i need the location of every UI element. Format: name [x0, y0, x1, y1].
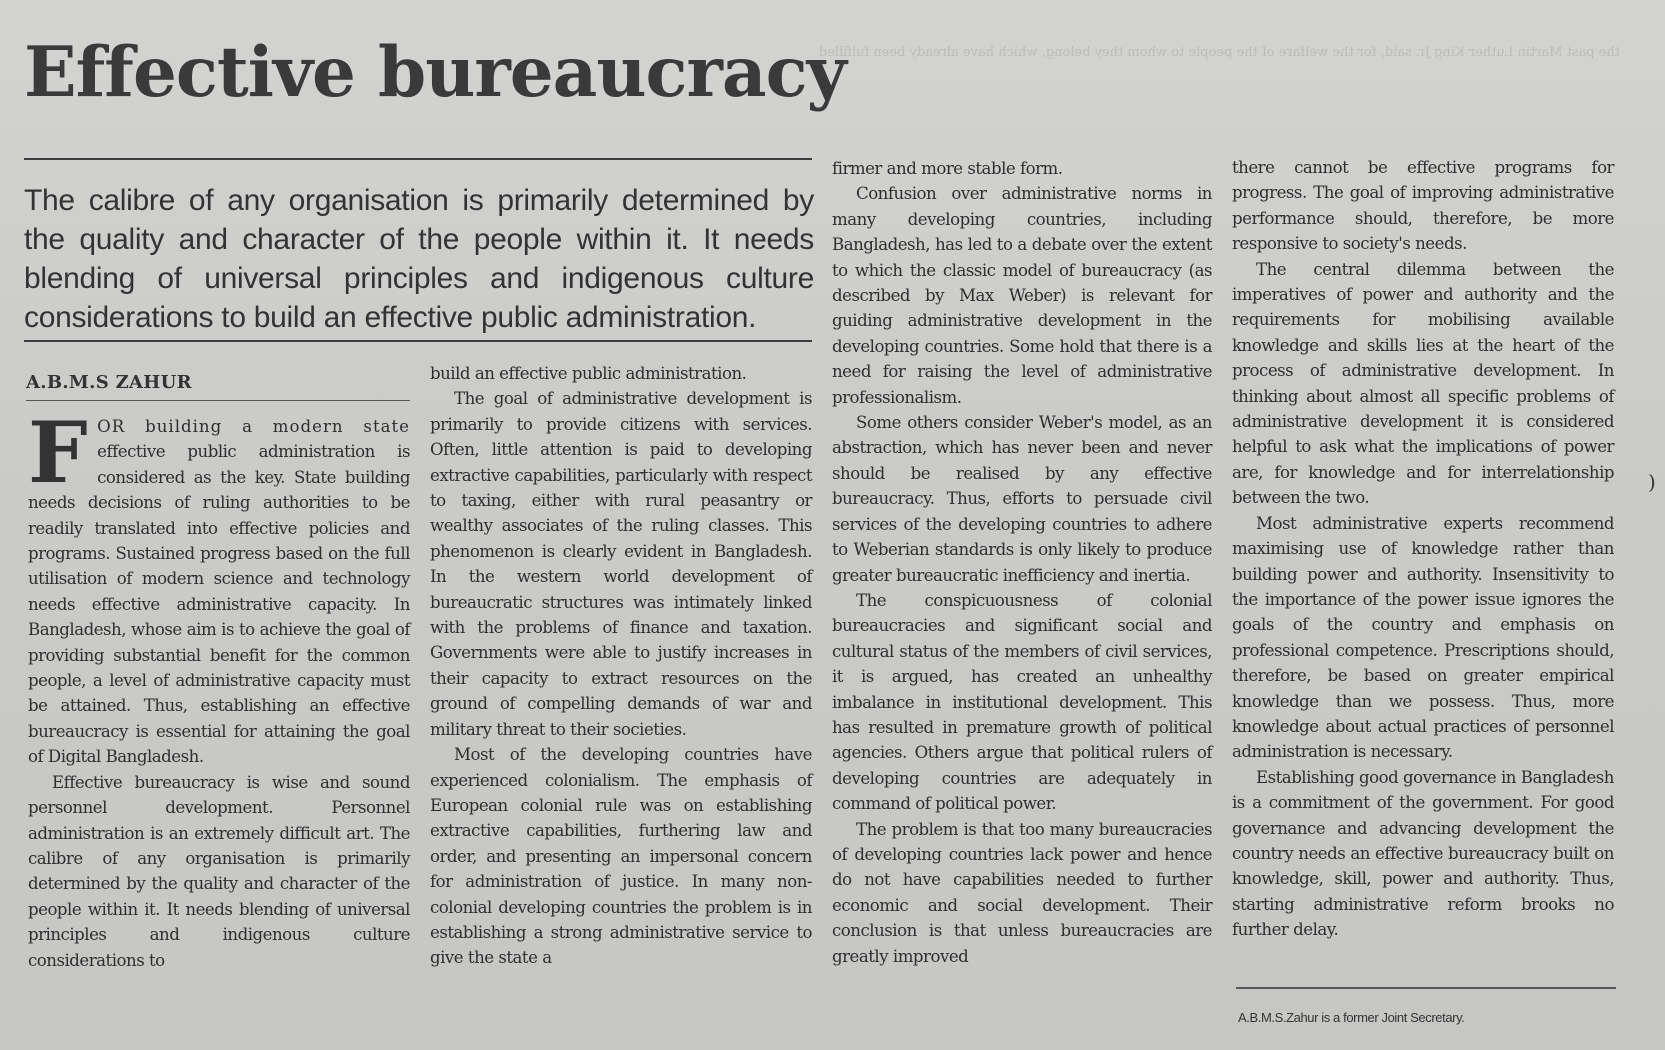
- article-end-rule: [1236, 987, 1616, 989]
- edge-mark-icon: ): [1648, 470, 1656, 494]
- paragraph: there cannot be effective programs for progress. The goal of improving administrative performance should, therefore, be more responsive to society's needs.: [1232, 158, 1614, 254]
- paragraph: Some others consider Weber's model, as an abstraction, which has never been and never should be realised by any effective bureaucracy. Thus, efforts to persuade civil services of the developing countries to adhere to Weberian standards is only likely to produce greater bureaucratic inefficiency and inertia.: [832, 413, 1212, 585]
- author-note: A.B.M.S.Zahur is a former Joint Secretary.: [1238, 1010, 1465, 1025]
- paragraph: Establishing good governance in Bangladesh is a commitment of the government. For good governance and advancing development the country needs an effective bureaucracy built on knowledge, skill, power and authority. Thus, starting administrative reform brooks no further delay.: [1232, 767, 1614, 940]
- byline: A.B.M.S ZAHUR: [26, 372, 192, 393]
- paragraph: [28, 403, 410, 770]
- byline-rule: [26, 400, 410, 401]
- deck-top-rule: [24, 158, 812, 160]
- paragraph: build an effective public administration.: [430, 364, 747, 383]
- paragraph: Confusion over administrative norms in many developing countries, including Bangladesh, has led to a debate over the extent to which the classic model of bureaucracy (as described by Max Weber) is relevant for guiding administrative development in the developing countries. Some hold that there is a need for raising the level of administrative professionalism.: [832, 184, 1212, 407]
- drop-cap: F: [28, 403, 88, 502]
- paragraph: The problem is that too many bureaucracies of developing countries lack power and hence do not have capabilities needed to further economic and social development. Their conclusion is that unless bureaucracies are greatly improved: [832, 819, 1212, 966]
- paragraph: firmer and more stable form.: [832, 159, 1063, 178]
- headline: Effective bureaucracy: [24, 32, 846, 113]
- paragraph: The central dilemma between the imperatives of power and authority and the requirements for mobilising available knowledge and skills lies at the heart of the process of administrative development. In thinking about almost all specific problems of administrative development it is considered helpful to ask what the implications of power are, for knowledge and for interrelationship between the two.: [1232, 259, 1614, 508]
- deck-bottom-rule: [24, 340, 812, 342]
- paragraph: The goal of administrative development is primarily to provide citizens with services. Often, little attention is paid to developing extractive capabilities, particularly with respect to taxing, either with rural peasantry or wealthy associates of the ruling classes. This phenomenon is clearly evident in Bangladesh. In the western world development of bureaucratic structures was intimately linked with the problems of finance and taxation. Governments were able to justify increases in their capacity to extract resources on the ground of compelling demands of war and military threat to their societies.: [430, 389, 812, 739]
- paragraph: Most of the developing countries have experienced colonialism. The emphasis of European colonial rule was on establishing extractive capabilities, furthering law and order, and presenting an impersonal concern for administration of justice. In many non-colonial developing countries the problem is in establishing a strong administrative service to give the state a: [430, 745, 812, 968]
- deck-summary: The calibre of any organisation is primarily determined by the quality and character of the people within it. It needs blending of universal principles and indigenous culture considerations to build an effective public administration.: [24, 184, 814, 334]
- lead-in: OR building a modern state: [97, 417, 410, 436]
- article-column-1: [28, 403, 410, 973]
- paragraph: Most administrative experts recommend maximising use of knowledge rather than building power and authority. Insensitivity to the importance of the power issue ignores the goals of the country and emphasis on professional competence. Prescriptions should, therefore, be based on greater empirical knowledge than we possess. Thus, more knowledge about actual practices of personnel administration is necessary.: [1232, 513, 1614, 762]
- paragraph: The conspicuousness of colonial bureaucracies and significant social and cultural status of the members of civil services, it is argued, has created an unhealthy imbalance in institutional development. This has resulted in premature growth of political agencies. Others argue that political rulers of developing countries are adequately in command of political power.: [832, 590, 1212, 814]
- article-column-4: [1232, 155, 1614, 943]
- bleed-through-text: the past Martin Luther King Jr. said, for the welfare of the people to whom they belong, which have already been fulfilled: [818, 45, 1620, 60]
- article-column-3: [832, 156, 1212, 969]
- paragraph-text: effective public administration is considered as the key. State building needs decisions of ruling authorities to be readily translated into effective policies and programs. Sustained progress based on the full utilisation of modern science and technology needs effective administrative capacity. In Bangladesh, whose aim is to achieve the goal of providing substantial benefit for the common people, a level of administrative capacity must be attained. Thus, establishing an effective bureaucracy is essential for attaining the goal of Digital Bangladesh.: [28, 442, 410, 767]
- paragraph: Effective bureaucracy is wise and sound personnel development. Personnel administration is an extremely difficult art. The calibre of any organisation is primarily determined by the quality and character of the people within it. It needs blending of universal principles and indigenous culture considerations to: [28, 772, 410, 970]
- article-column-2: [430, 361, 812, 971]
